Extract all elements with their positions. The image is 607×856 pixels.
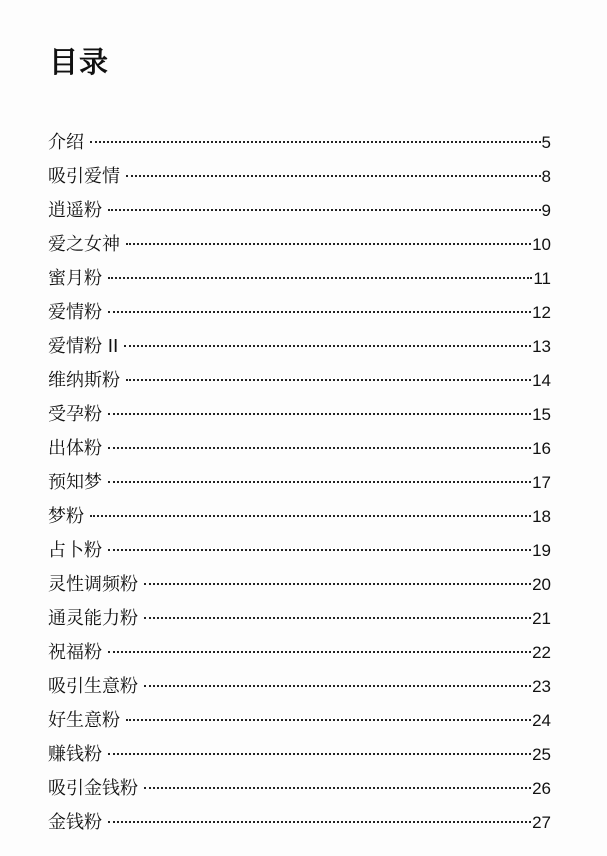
toc-entry-title: 通灵能力粉 xyxy=(48,608,138,629)
toc-entry[interactable] xyxy=(48,262,551,296)
toc-entry-title: 好生意粉 xyxy=(48,710,120,731)
dot-leader xyxy=(126,379,531,381)
toc-entry-page-number: 20 xyxy=(532,575,551,594)
dot-leader xyxy=(108,549,531,551)
dot-leader xyxy=(90,515,531,517)
toc-entry[interactable] xyxy=(48,194,551,228)
toc-entry[interactable] xyxy=(48,704,551,738)
toc-entry-page-number: 26 xyxy=(532,779,551,798)
toc-entry-title: 吸引爱情 xyxy=(48,166,120,187)
dot-leader xyxy=(126,175,541,177)
toc-entry-page-number: 16 xyxy=(532,439,551,458)
toc-entry-page-number: 11 xyxy=(533,269,551,288)
toc-entry-page-number: 19 xyxy=(532,541,551,560)
dot-leader xyxy=(126,719,531,721)
toc-entry-title: 爱之女神 xyxy=(48,234,120,255)
toc-entry-title: 维纳斯粉 xyxy=(48,370,120,391)
toc-entry[interactable] xyxy=(48,602,551,636)
toc-entry-page-number: 18 xyxy=(532,507,551,526)
toc-entry-title: 介绍 xyxy=(48,132,84,153)
toc-entry[interactable] xyxy=(48,296,551,330)
dot-leader xyxy=(108,447,531,449)
dot-leader xyxy=(108,821,531,823)
toc-entry-page-number: 17 xyxy=(532,473,551,492)
toc-entry-page-number: 10 xyxy=(532,235,551,254)
toc-entry[interactable] xyxy=(48,738,551,772)
toc-entry[interactable] xyxy=(48,228,551,262)
toc-entry-page-number: 22 xyxy=(532,643,551,662)
dot-leader xyxy=(144,685,531,687)
toc-entry-title: 出体粉 xyxy=(48,438,102,459)
dot-leader xyxy=(144,583,531,585)
toc-entry[interactable] xyxy=(48,160,551,194)
table-of-contents xyxy=(48,126,551,840)
toc-entry-title: 灵性调频粉 xyxy=(48,574,138,595)
toc-entry-title: 预知梦 xyxy=(48,472,102,493)
dot-leader xyxy=(108,277,532,279)
dot-leader xyxy=(108,413,531,415)
toc-entry-page-number: 27 xyxy=(532,813,551,832)
dot-leader xyxy=(124,345,531,347)
toc-entry-page-number: 21 xyxy=(532,609,551,628)
toc-entry[interactable] xyxy=(48,432,551,466)
dot-leader xyxy=(90,141,541,143)
toc-entry-page-number: 13 xyxy=(532,337,551,356)
dot-leader xyxy=(144,787,531,789)
dot-leader xyxy=(126,243,531,245)
toc-entry[interactable] xyxy=(48,398,551,432)
toc-entry-title: 占卜粉 xyxy=(48,540,102,561)
dot-leader xyxy=(144,617,531,619)
dot-leader xyxy=(108,481,531,483)
dot-leader xyxy=(108,753,531,755)
toc-entry-page-number: 8 xyxy=(541,167,551,186)
toc-entry[interactable] xyxy=(48,330,551,364)
toc-entry-title: 梦粉 xyxy=(48,506,84,527)
toc-entry-page-number: 23 xyxy=(532,677,551,696)
dot-leader xyxy=(108,651,531,653)
toc-entry-title: 赚钱粉 xyxy=(48,744,102,765)
toc-entry[interactable] xyxy=(48,126,551,160)
toc-entry-page-number: 9 xyxy=(541,201,551,220)
page-title: 目录 xyxy=(49,45,110,79)
toc-entry[interactable] xyxy=(48,806,551,840)
toc-entry-page-number: 25 xyxy=(532,745,551,764)
toc-entry-title: 受孕粉 xyxy=(48,404,102,425)
dot-leader xyxy=(108,311,531,313)
toc-entry[interactable] xyxy=(48,670,551,704)
toc-entry[interactable] xyxy=(48,636,551,670)
toc-entry-page-number: 15 xyxy=(532,405,551,424)
toc-entry-title: 吸引金钱粉 xyxy=(48,778,138,799)
toc-entry[interactable] xyxy=(48,500,551,534)
toc-entry[interactable] xyxy=(48,568,551,602)
toc-entry-page-number: 24 xyxy=(532,711,551,730)
toc-entry-title: 爱情粉 II xyxy=(48,336,119,357)
toc-entry[interactable] xyxy=(48,466,551,500)
toc-entry-title: 逍遥粉 xyxy=(48,200,102,221)
toc-entry-title: 吸引生意粉 xyxy=(48,676,138,697)
toc-entry[interactable] xyxy=(48,772,551,806)
toc-entry-title: 祝福粉 xyxy=(48,642,102,663)
dot-leader xyxy=(108,209,541,211)
toc-entry-page-number: 14 xyxy=(532,371,551,390)
toc-entry-title: 金钱粉 xyxy=(48,812,102,833)
toc-entry[interactable] xyxy=(48,364,551,398)
toc-entry-page-number: 5 xyxy=(541,133,551,152)
toc-entry-page-number: 12 xyxy=(532,303,551,322)
toc-entry-title: 爱情粉 xyxy=(48,302,102,323)
toc-entry-title: 蜜月粉 xyxy=(48,268,102,289)
toc-entry[interactable] xyxy=(48,534,551,568)
